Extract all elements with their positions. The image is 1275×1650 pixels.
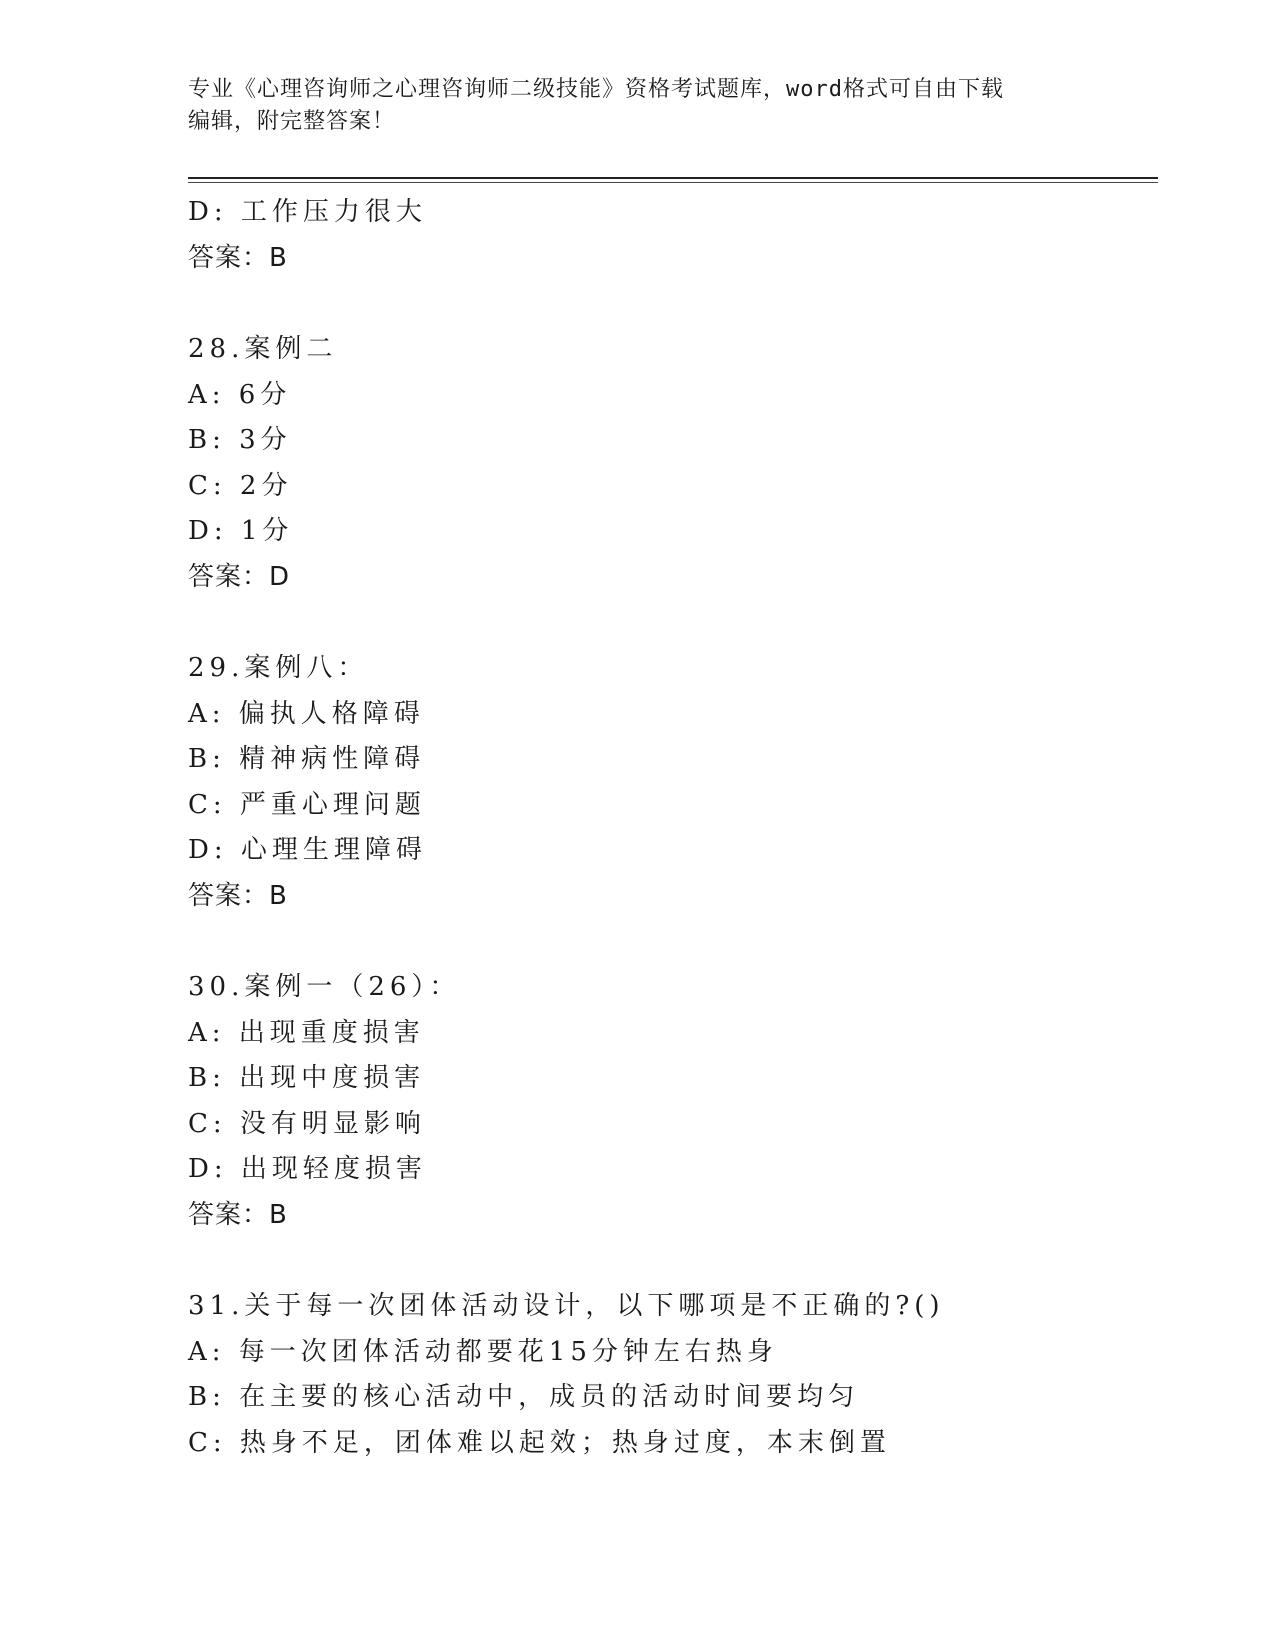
header-divider-thick: [188, 177, 1158, 179]
option-c: C: 没有明显影响: [188, 1108, 426, 1139]
question-block: [188, 327, 1168, 600]
question-block: [188, 965, 1168, 1238]
option-a: A: 每一次团体活动都要花15分钟左右热身: [188, 1336, 778, 1367]
option-d: D: 心理生理障碍: [188, 835, 427, 865]
option-d: D: 工作压力很大: [188, 197, 427, 227]
question-block: [188, 190, 1168, 281]
option-b: B: 在主要的核心活动中，成员的活动时间要均匀: [188, 1382, 860, 1412]
answer-line: 答案：B: [188, 880, 288, 911]
answer-line: 答案：B: [188, 1199, 288, 1230]
option-a: A: 6分: [188, 379, 292, 410]
question-block: [188, 1284, 1168, 1466]
option-d: D: 1分: [188, 516, 294, 546]
option-b: B: 3分: [188, 425, 292, 455]
question-title: 28.案例二: [188, 334, 338, 364]
option-a: A: 偏执人格障碍: [188, 698, 425, 729]
option-a: A: 出现重度损害: [188, 1017, 425, 1048]
option-d: D: 出现轻度损害: [188, 1154, 427, 1184]
question-title: 31.关于每一次团体活动设计，以下哪项是不正确的?(): [188, 1291, 945, 1321]
option-c: C: 2分: [188, 470, 293, 501]
question-title: 29.案例八：: [188, 653, 369, 683]
option-c: C: 严重心理问题: [188, 789, 426, 820]
document-header: [188, 74, 1088, 138]
header-line-2: 编辑，附完整答案！: [188, 109, 396, 134]
answer-line: 答案：D: [188, 561, 291, 592]
question-list: [188, 190, 1168, 1466]
option-b: B: 出现中度损害: [188, 1063, 426, 1093]
option-b: B: 精神病性障碍: [188, 744, 426, 774]
question-title: 30.案例一（26）：: [188, 972, 461, 1002]
answer-line: 答案：B: [188, 242, 288, 273]
option-c: C: 热身不足，团体难以起效；热身过度，本末倒置: [188, 1427, 891, 1458]
header-line-1: 专业《心理咨询师之心理咨询师二级技能》资格考试题库，word格式可自由下载: [188, 77, 1004, 102]
header-divider-thin: [188, 182, 1158, 183]
question-block: [188, 646, 1168, 919]
